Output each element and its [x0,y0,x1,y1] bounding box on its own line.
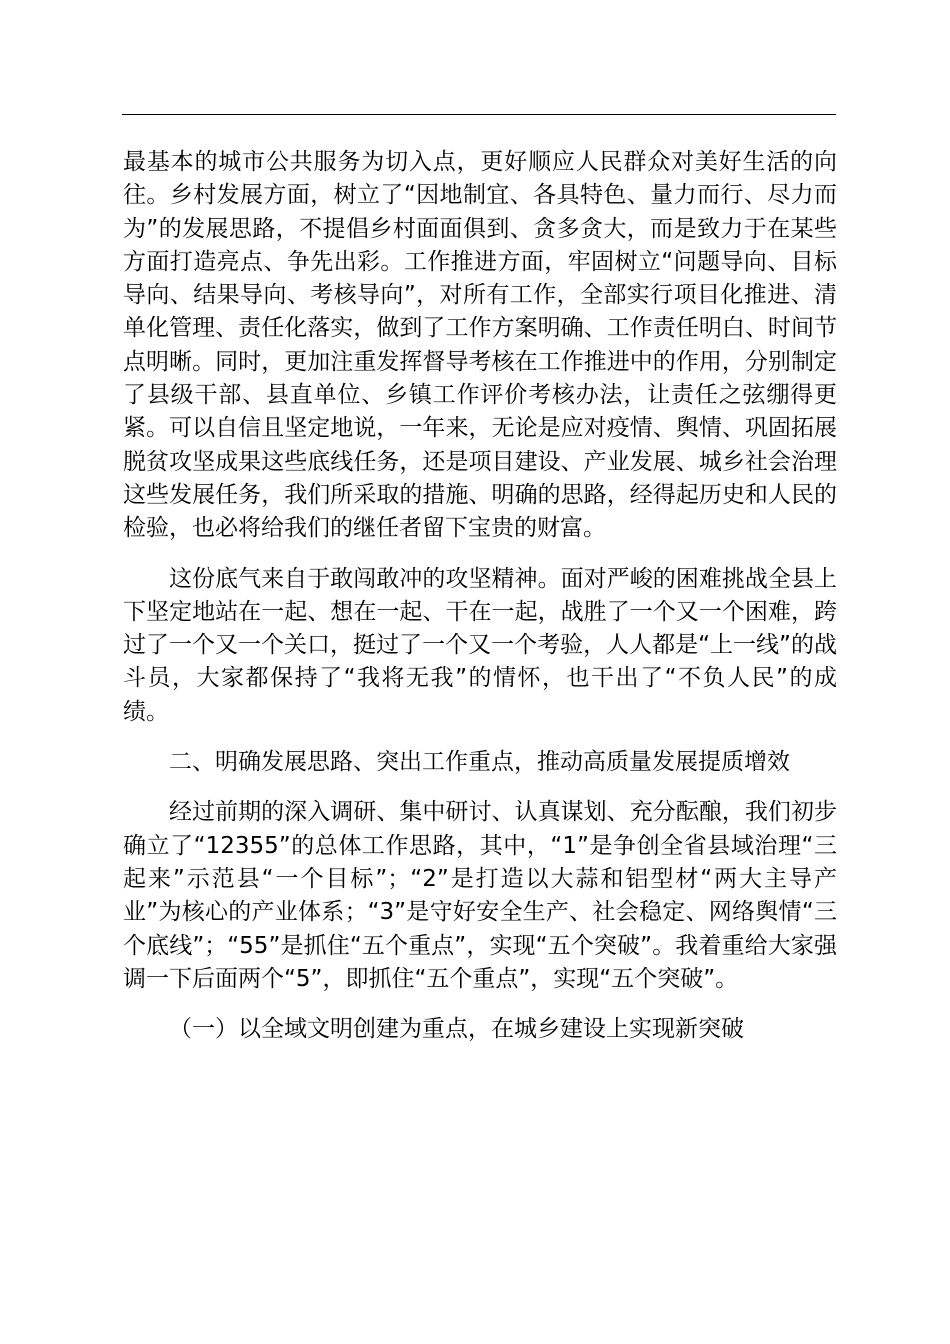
subsection-heading-1: （一）以全域文明创建为重点，在城乡建设上实现新突破 [169,1016,744,1043]
header-rule [122,114,836,115]
document-body [123,146,837,1046]
paragraph-continuation: 最基本的城市公共服务为切入点，更好顺应人民群众对美好生活的向往。乡村发展方面，树立了“因地制宜、各具特色、量力而行、尽力而为”的发展思路，不提倡乡村面面俱到、贪多贪大，而是致力于在某些方面打造亮点、争先出彩。工作推进方面，牢固树立“问题导向、目标导向、结果导向、考核导向”，对所有工作，全部实行项目化推进、清单化管理、责任化落实，做到了工作方案明确、工作责任明白、时间节点明晰。同时，更加注重发挥督导考核在工作推进中的作用，分别制定了县级干部、县直单位、乡镇工作评价考核办法，让责任之弦绷得更紧。可以自信且坚定地说，一年来，无论是应对疫情、舆情、巩固拓展脱贫攻坚成果这些底线任务，还是项目建设、产业发展、城乡社会治理这些发展任务，我们所采取的措施、明确的思路，经得起历史和人民的检验，也必将给我们的继任者留下宝贵的财富。 [123,149,837,542]
section-heading-2: 二、明确发展思路、突出工作重点，推动高质量发展提质增效 [169,749,790,776]
paragraph-spirit: 这份底气来自于敢闯敢冲的攻坚精神。面对严峻的困难挑战全县上下坚定地站在一起、想在一起、干在一起，战胜了一个又一个困难，跨过了一个又一个关口，挺过了一个又一个考验，人人都是“上一线”的战斗员，大家都保持了“我将无我”的情怀，也干出了“不负人民”的成绩。 [123,565,837,725]
paragraph-overall-approach: 经过前期的深入调研、集中研讨、认真谋划、充分酝酿，我们初步确立了“12355”的总体工作思路，其中，“1”是争创全省县域治理“三起来”示范县“一个目标”；“2”是打造以大蒜和铝型材“两大主导产业”为核心的产业体系；“3”是守好安全生产、社会稳定、网络舆情“三个底线”；“55”是抓住“五个重点”，实现“五个突破”。我着重给大家强调一下后面两个“5”，即抓住“五个重点”，实现“五个突破”。 [123,799,837,992]
